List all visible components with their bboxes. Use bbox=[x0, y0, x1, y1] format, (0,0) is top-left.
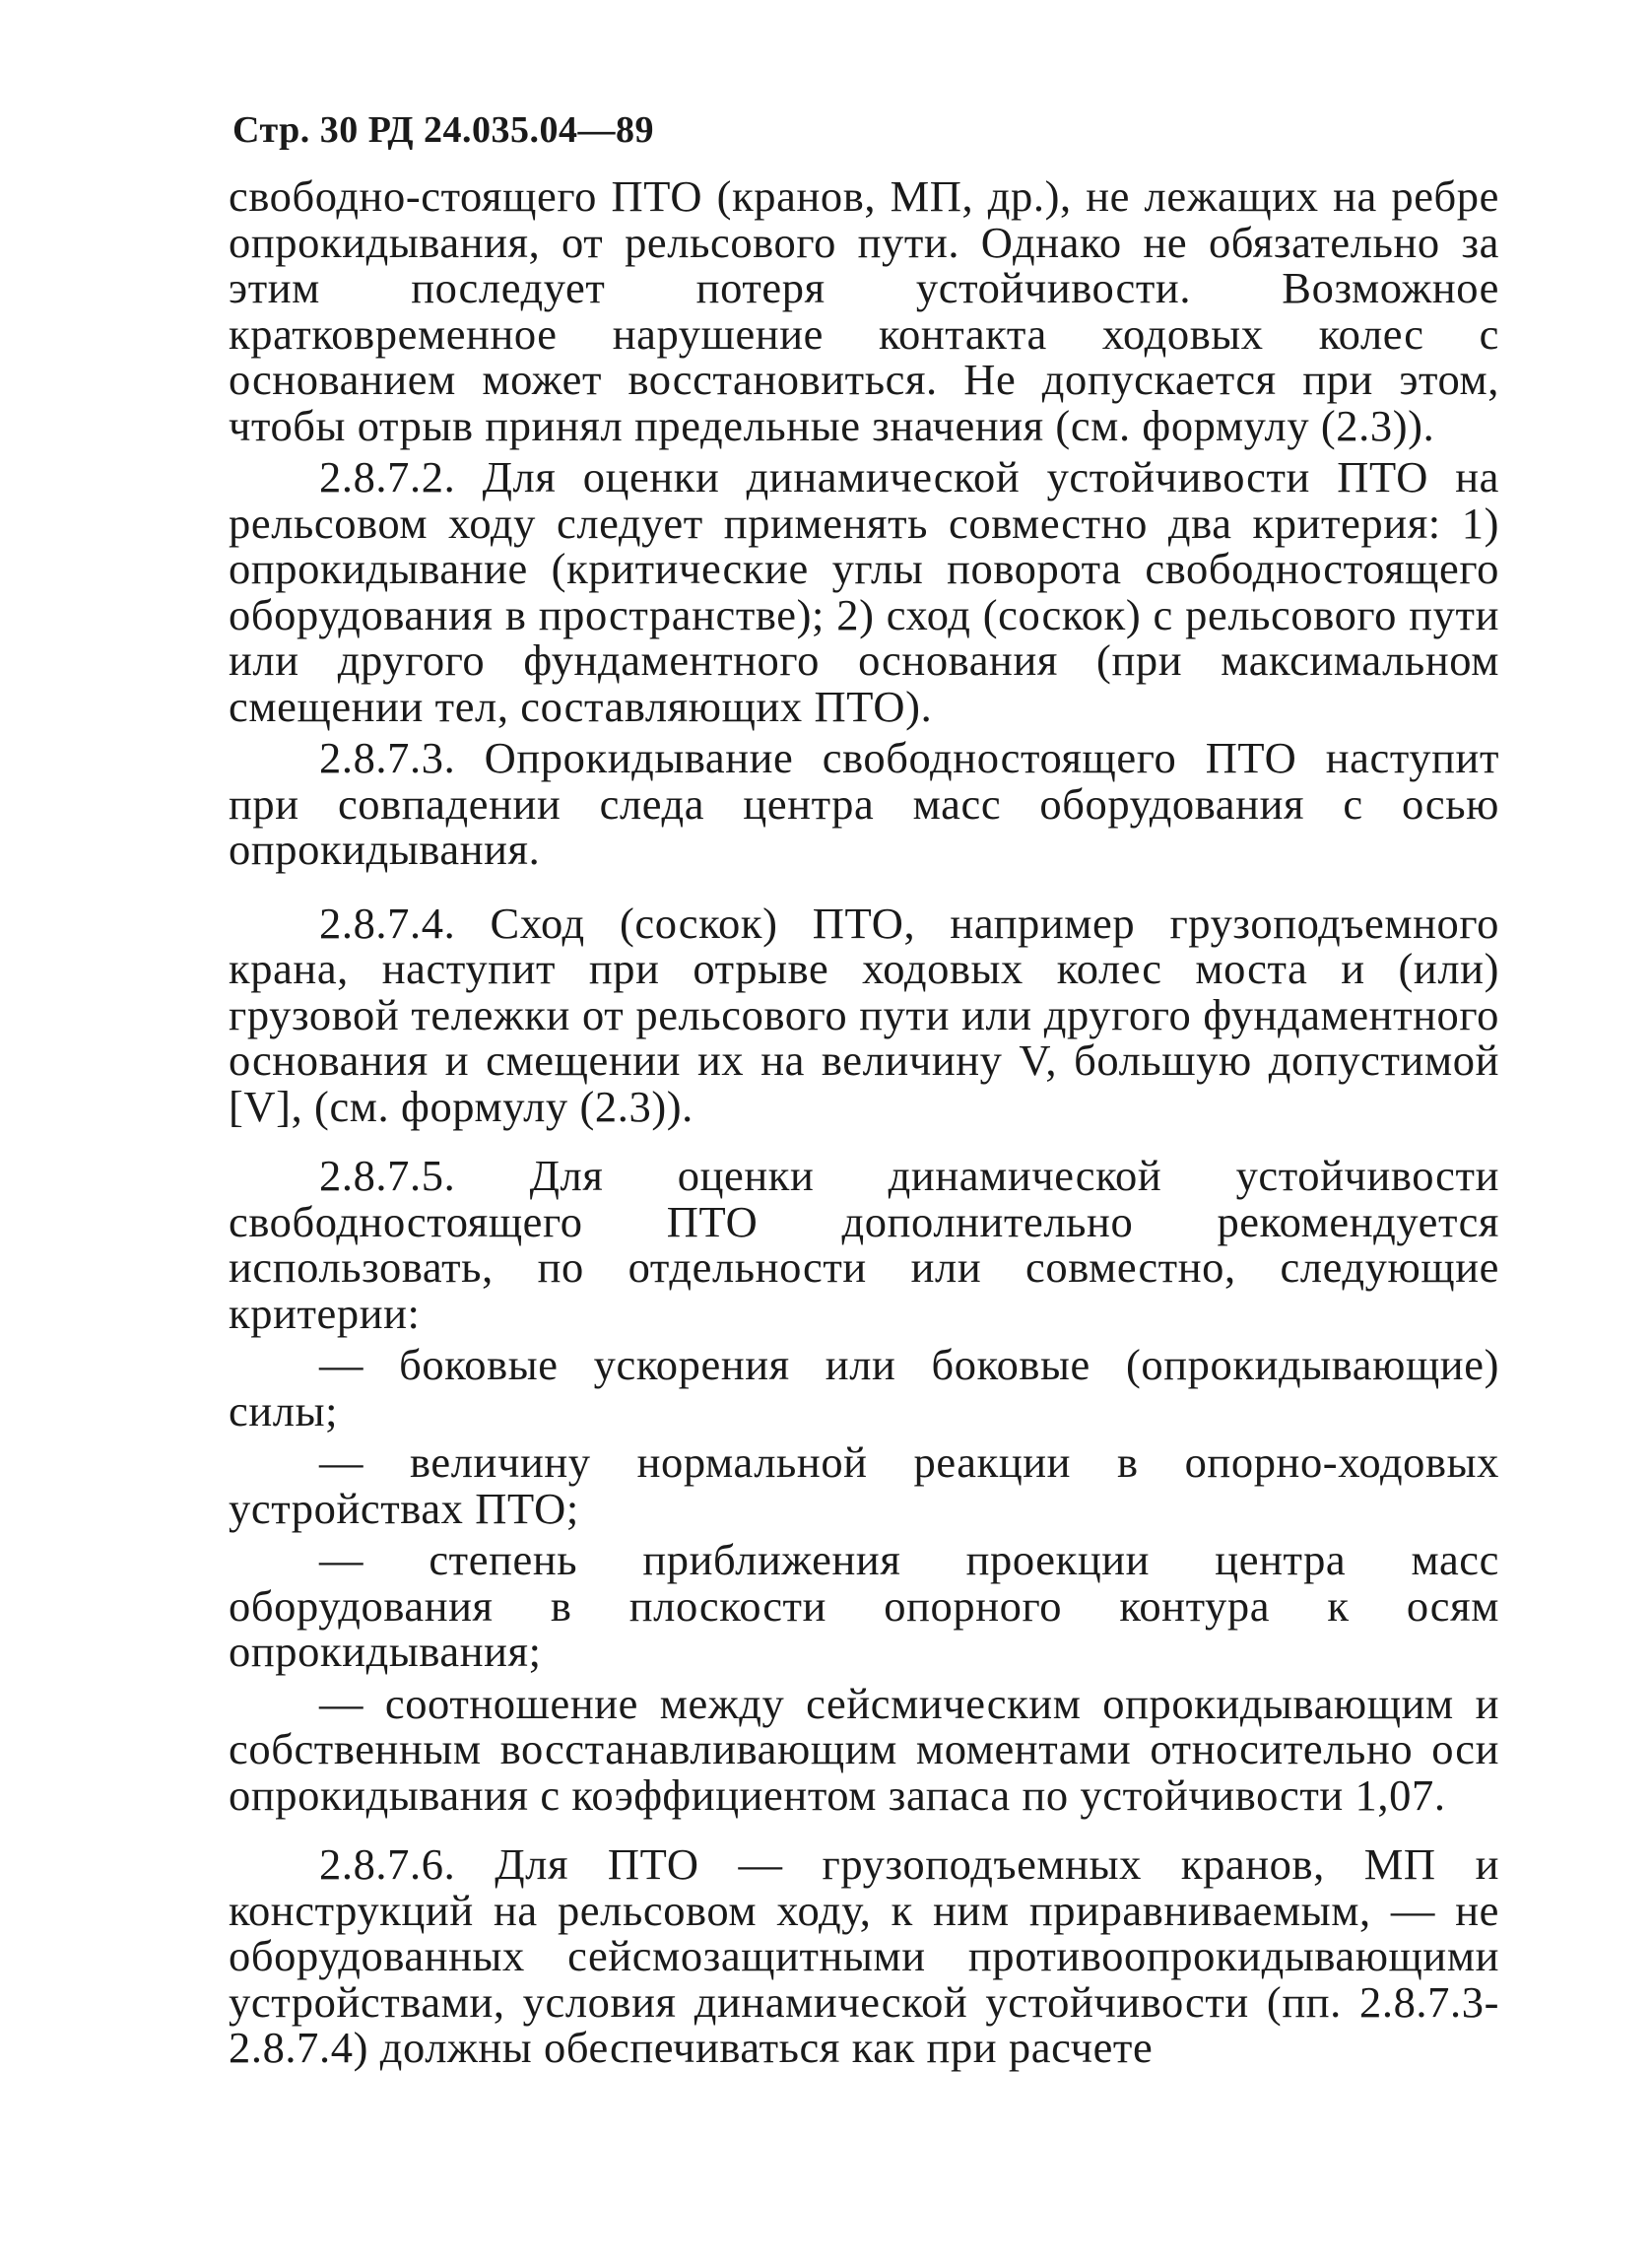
paragraph-2-8-7-4: 2.8.7.4. Сход (соскок) ПТО, например грузоподъемного крана, наступит при отрыве ходовых колес моста и (или) грузовой тележки от рельсового пути или другого фундаментного основания и смещении их на величину V, большую допустимой [V], (см. формулу (2.3)). bbox=[229, 898, 1499, 1131]
paragraph-2-8-7-5: 2.8.7.5. Для оценки динамической устойчивости свободностоящего ПТО дополнительно рекомендуется использовать, по отдельности или совместно, следующие критерии: bbox=[229, 1151, 1499, 1338]
paragraph-2-8-7-2: 2.8.7.2. Для оценки динамической устойчивости ПТО на рельсовом ходу следует применять совместно два критерия: 1) опрокидывание (критические углы поворота свободностоящего оборудования в пространстве); 2) сход (соскок) с рельсового пути или другого фундаментного основания (при максимальном смещении тел, составляющих ПТО). bbox=[229, 452, 1499, 731]
page-header: Стр. 30 РД 24.035.04—89 bbox=[232, 109, 654, 151]
criteria-item-normal-reaction: — величину нормальной реакции в опорно-ходовых устройствах ПТО; bbox=[229, 1437, 1499, 1533]
paragraph-2-8-7-6: 2.8.7.6. Для ПТО — грузоподъемных кранов, МП и конструкций на рельсовом ходу, к ним приравниваемым, — не оборудованных сейсмозащитными противоопрокидывающими устройствами, условия динамической устойчивости (пп. 2.8.7.3-2.8.7.4) должны обеспечиваться как при расчете bbox=[229, 1839, 1499, 2072]
criteria-item-moment-ratio: — соотношение между сейсмическим опрокидывающим и собственным восстанавливающим моментами относительно оси опрокидывания с коэффициентом запаса по устойчивости 1,07. bbox=[229, 1678, 1499, 1820]
paragraph-continuation: свободно-стоящего ПТО (кранов, МП, др.), не лежащих на ребре опрокидывания, от рельсового пути. Однако не обязательно за этим последует потеря устойчивости. Возможное кратковременное нарушение контакта ходовых колес с основанием может восстановиться. Не допускается при этом, чтобы отрыв принял предельные значения (см. формулу (2.3)). bbox=[229, 171, 1499, 450]
paragraph-2-8-7-3: 2.8.7.3. Опрокидывание свободностоящего ПТО наступит при совпадении следа центра масс оборудования с осью опрокидывания. bbox=[229, 733, 1499, 874]
document-page bbox=[229, 108, 1499, 2071]
criteria-item-center-of-mass: — степень приближения проекции центра масс оборудования в плоскости опорного контура к осям опрокидывания; bbox=[229, 1535, 1499, 1676]
criteria-item-lateral-accelerations: — боковые ускорения или боковые (опрокидывающие) силы; bbox=[229, 1340, 1499, 1435]
